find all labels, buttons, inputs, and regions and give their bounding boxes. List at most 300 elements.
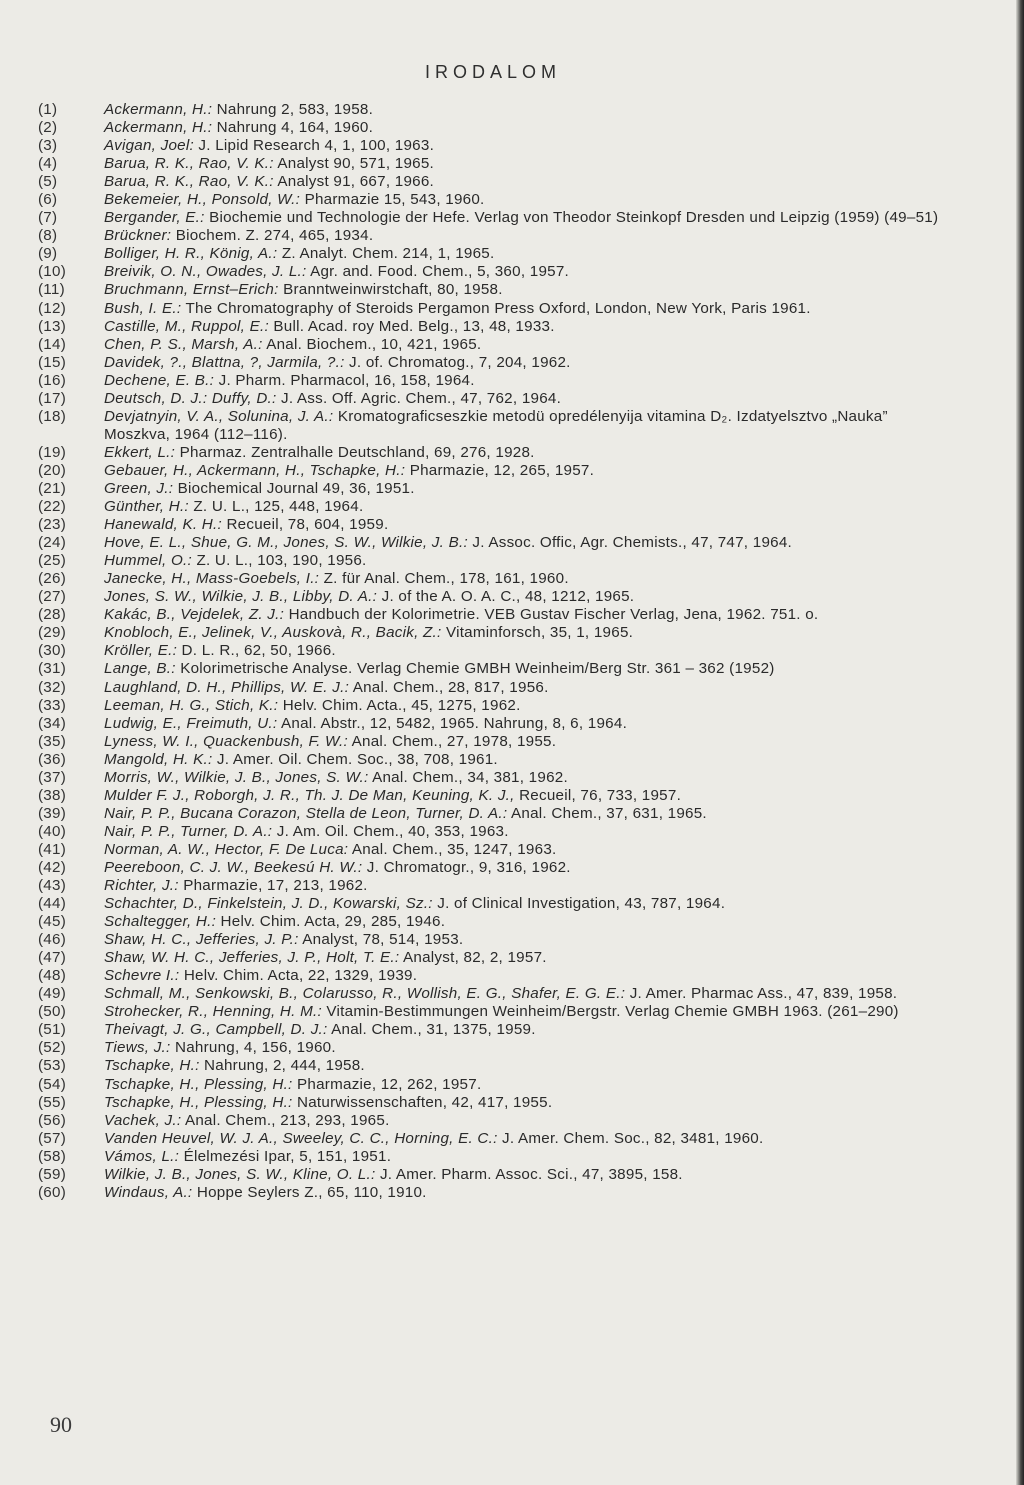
reference-source: J. Chromatogr., 9, 316, 1962. [366, 858, 571, 876]
reference-source: Anal. Chem., 27, 1978, 1955. [351, 732, 557, 750]
reference-number: (23) [38, 516, 67, 534]
reference-number: (10) [38, 263, 67, 281]
reference-number: (58) [38, 1147, 67, 1165]
reference-number: (8) [38, 227, 58, 245]
reference-source: Anal. Chem., 34, 381, 1962. [372, 768, 568, 786]
reference-authors: Hanewald, K. H.: [104, 516, 222, 534]
reference-body [104, 552, 958, 570]
reference-source: Nahrung 4, 164, 1960. [216, 119, 374, 137]
reference-body [104, 1094, 958, 1112]
reference-body [104, 101, 958, 119]
reference-body [104, 570, 958, 588]
reference-number: (41) [38, 840, 67, 858]
reference-source: J. Amer. Oil. Chem. Soc., 38, 708, 1961. [216, 750, 498, 768]
reference-number: (37) [38, 768, 67, 786]
reference-body [104, 1039, 958, 1057]
reference-source: J. Lipid Research 4, 1, 100, 1963. [198, 137, 435, 155]
reference-item [38, 859, 958, 877]
reference-source: Pharmazie, 12, 265, 1957. [409, 461, 595, 479]
reference-item [38, 336, 958, 354]
reference-number: (32) [38, 678, 67, 696]
reference-body [104, 715, 958, 733]
reference-source: Analyst 91, 667, 1966. [277, 173, 435, 191]
reference-body [104, 1057, 958, 1075]
reference-body [104, 787, 958, 805]
reference-authors: Castille, M., Ruppol, E.: [104, 317, 269, 335]
reference-source: Nahrung 2, 583, 1958. [216, 101, 374, 118]
reference-item [38, 173, 958, 191]
reference-item [38, 949, 958, 967]
reference-authors: Mangold, H. K.: [104, 750, 213, 768]
reference-source: J. Amer. Pharmac Ass., 47, 839, 1958. [629, 985, 898, 1003]
reference-number: (4) [38, 155, 58, 173]
reference-authors: Breivik, O. N., Owades, J. L.: [104, 263, 307, 281]
reference-item [38, 769, 958, 787]
reference-item [38, 588, 958, 606]
reference-item [38, 372, 958, 390]
reference-item [38, 137, 958, 155]
reference-item [38, 913, 958, 931]
reference-item [38, 1184, 958, 1202]
reference-body [104, 679, 958, 697]
reference-body [104, 642, 958, 660]
reference-authors: Wilkie, J. B., Jones, S. W., Kline, O. L.: [104, 1165, 376, 1183]
reference-body [104, 1166, 958, 1184]
reference-authors: Lange, B.: [104, 660, 176, 678]
reference-number: (18) [38, 407, 67, 425]
reference-source: Anal. Chem., 28, 817, 1956. [352, 678, 549, 696]
reference-authors: Bergander, E.: [104, 209, 205, 227]
reference-number: (31) [38, 660, 67, 678]
reference-body [104, 1184, 958, 1202]
reference-number: (49) [38, 985, 67, 1003]
reference-source: Analyst 90, 571, 1965. [277, 155, 435, 173]
reference-authors: Davidek, ?., Blattna, ?, Jarmila, ?.: [104, 353, 345, 371]
reference-number: (12) [38, 299, 67, 317]
reference-number: (29) [38, 624, 67, 642]
reference-number: (53) [38, 1057, 67, 1075]
reference-source: J. Ass. Off. Agric. Chem., 47, 762, 1964. [280, 389, 562, 407]
reference-body [104, 805, 958, 823]
reference-source: Pharmaz. Zentralhalle Deutschland, 69, 276, 1928. [179, 443, 535, 461]
reference-authors: Barua, R. K., Rao, V. K.: [104, 155, 274, 173]
reference-authors: Günther, H.: [104, 498, 189, 516]
reference-source: Naturwissenschaften, 42, 417, 1955. [297, 1093, 553, 1111]
reference-source: Recueil, 78, 604, 1959. [226, 516, 389, 534]
reference-number: (44) [38, 895, 67, 913]
reference-number: (3) [38, 137, 58, 155]
reference-item [38, 1003, 958, 1021]
reference-item [38, 444, 958, 462]
reference-body [104, 336, 958, 354]
reference-number: (24) [38, 534, 67, 552]
reference-authors: Janecke, H., Mass-Goebels, I.: [104, 570, 320, 588]
reference-authors: Bruchmann, Ernst–Erich: [104, 281, 279, 299]
reference-authors: Devjatnyin, V. A., Solunina, J. A.: [104, 407, 334, 425]
reference-authors: Deutsch, D. J.: Duffy, D.: [104, 389, 277, 407]
reference-source: Anal. Chem., 37, 631, 1965. [511, 804, 707, 822]
reference-item [38, 967, 958, 985]
reference-body [104, 751, 958, 769]
reference-source: Recueil, 76, 733, 1957. [519, 786, 682, 804]
reference-item [38, 570, 958, 588]
reference-authors: Schevre I.: [104, 967, 180, 985]
reference-body [104, 606, 958, 624]
reference-source: J. Amer. Pharm. Assoc. Sci., 47, 3895, 158. [379, 1165, 683, 1183]
reference-number: (9) [38, 245, 58, 263]
reference-item [38, 606, 958, 624]
reference-source: Nahrung, 4, 156, 1960. [174, 1039, 336, 1057]
reference-authors: Windaus, A.: [104, 1183, 193, 1201]
reference-authors: Schaltegger, H.: [104, 913, 217, 931]
reference-item [38, 1112, 958, 1130]
reference-authors: Shaw, H. C., Jefferies, J. P.: [104, 931, 299, 949]
reference-authors: Hove, E. L., Shue, G. M., Jones, S. W., Wilkie, J. B.: [104, 534, 468, 552]
reference-number: (54) [38, 1075, 67, 1093]
reference-authors: Schachter, D., Finkelstein, J. D., Kowarski, Sz.: [104, 895, 433, 913]
reference-source: J. Amer. Chem. Soc., 82, 3481, 1960. [502, 1129, 764, 1147]
reference-authors: Ekkert, L.: [104, 443, 176, 461]
reference-body [104, 372, 958, 390]
reference-source: J. Pharm. Pharmacol, 16, 158, 1964. [218, 371, 475, 389]
reference-number: (34) [38, 714, 67, 732]
reference-source: Anal. Chem., 213, 293, 1965. [184, 1111, 390, 1129]
reference-source: J. Assoc. Offic, Agr. Chemists., 47, 747, 1964. [472, 534, 792, 552]
reference-body [104, 390, 958, 408]
reference-number: (38) [38, 786, 67, 804]
reference-source: Anal. Biochem., 10, 421, 1965. [266, 335, 482, 353]
reference-body [104, 155, 958, 173]
reference-item [38, 805, 958, 823]
reference-item [38, 354, 958, 372]
reference-authors: Theivagt, J. G., Campbell, D. J.: [104, 1021, 328, 1039]
reference-item [38, 534, 958, 552]
reference-number: (26) [38, 570, 67, 588]
reference-source: Z. U. L., 103, 190, 1956. [196, 552, 367, 570]
reference-body [104, 480, 958, 498]
reference-item [38, 733, 958, 751]
reference-item [38, 1130, 958, 1148]
reference-body [104, 877, 958, 895]
reference-authors: Nair, P. P., Turner, D. A.: [104, 822, 273, 840]
reference-body [104, 895, 958, 913]
reference-number: (42) [38, 858, 67, 876]
reference-source: Anal. Chem., 31, 1375, 1959. [331, 1021, 536, 1039]
reference-source: Branntweinwirstchaft, 80, 1958. [283, 281, 503, 299]
reference-authors: Lyness, W. I., Quackenbush, F. W.: [104, 732, 348, 750]
reference-authors: Shaw, W. H. C., Jefferies, J. P., Holt, T. E.: [104, 949, 400, 967]
reference-item [38, 841, 958, 859]
reference-authors: Bekemeier, H., Ponsold, W.: [104, 191, 301, 209]
reference-authors: Ackermann, H.: [104, 101, 213, 118]
reference-item [38, 516, 958, 534]
reference-body [104, 967, 958, 985]
reference-item [38, 155, 958, 173]
reference-authors: Brückner: [104, 227, 172, 245]
reference-body [104, 733, 958, 751]
reference-body [104, 408, 958, 444]
reference-source: J. Am. Oil. Chem., 40, 353, 1963. [276, 822, 509, 840]
reference-body [104, 534, 958, 552]
reference-source: The Chromatography of Steroids Pergamon Press Oxford, London, New York, Paris 1961. [185, 299, 811, 317]
reference-authors: Laughland, D. H., Phillips, W. E. J.: [104, 678, 350, 696]
reference-item [38, 931, 958, 949]
reference-number: (36) [38, 750, 67, 768]
reference-item [38, 1076, 958, 1094]
reference-body [104, 985, 958, 1003]
reference-number: (59) [38, 1165, 67, 1183]
reference-authors: Richter, J.: [104, 877, 179, 895]
reference-source: Vitaminforsch, 35, 1, 1965. [445, 624, 634, 642]
reference-source: Vitamin-Bestimmungen Weinheim/Bergstr. Verlag Chemie GMBH 1963. (261–290) [326, 1003, 899, 1021]
reference-item [38, 408, 958, 444]
reference-number: (11) [38, 281, 65, 299]
reference-list [38, 101, 958, 1202]
reference-authors: Mulder F. J., Roborgh, J. R., Th. J. De Man, Keuning, K. J., [104, 786, 515, 804]
reference-authors: Vachek, J.: [104, 1111, 182, 1129]
reference-body [104, 444, 958, 462]
reference-item [38, 480, 958, 498]
reference-number: (1) [38, 101, 58, 118]
reference-authors: Jones, S. W., Wilkie, J. B., Libby, D. A.: [104, 588, 378, 606]
reference-item [38, 895, 958, 913]
reference-number: (46) [38, 931, 67, 949]
reference-authors: Tiews, J.: [104, 1039, 171, 1057]
reference-number: (25) [38, 552, 67, 570]
reference-number: (60) [38, 1183, 67, 1201]
reference-body [104, 588, 958, 606]
reference-authors: Leeman, H. G., Stich, K.: [104, 696, 279, 714]
reference-source: Biochem. Z. 274, 465, 1934. [175, 227, 374, 245]
reference-number: (52) [38, 1039, 67, 1057]
reference-item [38, 101, 958, 119]
reference-item [38, 985, 958, 1003]
reference-number: (17) [38, 389, 67, 407]
reference-number: (50) [38, 1003, 67, 1021]
reference-number: (14) [38, 335, 67, 353]
reference-item [38, 679, 958, 697]
reference-authors: Bush, I. E.: [104, 299, 182, 317]
reference-body [104, 263, 958, 281]
reference-source: Z. Analyt. Chem. 214, 1, 1965. [281, 245, 495, 263]
reference-item [38, 209, 958, 227]
reference-source: D. L. R., 62, 50, 1966. [181, 642, 336, 660]
reference-authors: Avigan, Joel: [104, 137, 194, 155]
reference-body [104, 354, 958, 372]
reference-source: Anal. Abstr., 12, 5482, 1965. Nahrung, 8, 6, 1964. [281, 714, 628, 732]
reference-source: Anal. Chem., 35, 1247, 1963. [351, 840, 557, 858]
reference-item [38, 1057, 958, 1075]
reference-authors: Kakác, B., Vejdelek, Z. J.: [104, 606, 285, 624]
reference-source: Kromatograficseszkie metodü opredélenyija vitamina D₂. Izdatyelsztvo „Nauka” Moszkva, 1964 (112–116). [104, 407, 888, 443]
reference-number: (19) [38, 443, 67, 461]
reference-number: (5) [38, 173, 58, 191]
reference-body [104, 318, 958, 336]
reference-source: Helv. Chim. Acta, 22, 1329, 1939. [183, 967, 418, 985]
reference-source: Agr. and. Food. Chem., 5, 360, 1957. [310, 263, 570, 281]
reference-authors: Tschapke, H.: [104, 1057, 200, 1075]
reference-item [38, 263, 958, 281]
reference-source: Élelmezési Ipar, 5, 151, 1951. [183, 1147, 392, 1165]
page-edge-shadow [1016, 0, 1024, 1485]
reference-body [104, 281, 958, 299]
page-title: IRODALOM [425, 62, 562, 82]
reference-item [38, 1166, 958, 1184]
reference-body [104, 209, 958, 227]
reference-item [38, 751, 958, 769]
reference-item [38, 1021, 958, 1039]
reference-item [38, 1039, 958, 1057]
reference-number: (15) [38, 353, 67, 371]
reference-item [38, 1148, 958, 1166]
reference-number: (16) [38, 371, 67, 389]
reference-number: (30) [38, 642, 67, 660]
reference-source: Pharmazie, 12, 262, 1957. [297, 1075, 482, 1093]
reference-authors: Norman, A. W., Hector, F. De Luca: [104, 840, 349, 858]
reference-item [38, 787, 958, 805]
reference-body [104, 462, 958, 480]
reference-number: (33) [38, 696, 67, 714]
reference-source: Hoppe Seylers Z., 65, 110, 1910. [196, 1183, 427, 1201]
reference-item [38, 245, 958, 263]
reference-body [104, 1076, 958, 1094]
reference-source: Z. für Anal. Chem., 178, 161, 1960. [323, 570, 569, 588]
reference-authors: Barua, R. K., Rao, V. K.: [104, 173, 274, 191]
reference-source: Analyst, 82, 2, 1957. [403, 949, 547, 967]
reference-body [104, 624, 958, 642]
reference-body [104, 1130, 958, 1148]
reference-item [38, 191, 958, 209]
reference-authors: Bolliger, H. R., König, A.: [104, 245, 278, 263]
reference-number: (47) [38, 949, 67, 967]
reference-authors: Ludwig, E., Freimuth, U.: [104, 714, 278, 732]
reference-item [38, 715, 958, 733]
reference-body [104, 227, 958, 245]
reference-item [38, 300, 958, 318]
reference-authors: Chen, P. S., Marsh, A.: [104, 335, 263, 353]
reference-body [104, 931, 958, 949]
reference-body [104, 498, 958, 516]
page-number: 90 [50, 1412, 72, 1437]
reference-body [104, 697, 958, 715]
reference-number: (51) [38, 1021, 67, 1039]
reference-body [104, 949, 958, 967]
reference-source: Nahrung, 2, 444, 1958. [204, 1057, 365, 1075]
reference-authors: Peereboon, C. J. W., Beekesú H. W.: [104, 858, 363, 876]
reference-authors: Vámos, L.: [104, 1147, 180, 1165]
reference-body [104, 1021, 958, 1039]
reference-number: (48) [38, 967, 67, 985]
reference-body [104, 769, 958, 787]
reference-source: Helv. Chim. Acta., 45, 1275, 1962. [282, 696, 521, 714]
reference-item [38, 1094, 958, 1112]
reference-number: (35) [38, 732, 67, 750]
reference-source: J. of Clinical Investigation, 43, 787, 1964. [437, 895, 726, 913]
reference-body [104, 191, 958, 209]
reference-authors: Dechene, E. B.: [104, 371, 215, 389]
reference-source: Pharmazie 15, 543, 1960. [304, 191, 485, 209]
reference-number: (2) [38, 119, 58, 137]
reference-authors: Hummel, O.: [104, 552, 192, 570]
reference-number: (43) [38, 877, 67, 895]
reference-source: Helv. Chim. Acta, 29, 285, 1946. [220, 913, 446, 931]
reference-authors: Schmall, M., Senkowski, B., Colarusso, R., Wollish, E. G., Shafer, E. G. E.: [104, 985, 626, 1003]
reference-item [38, 877, 958, 895]
reference-source: Biochemical Journal 49, 36, 1951. [177, 479, 415, 497]
reference-item [38, 281, 958, 299]
reference-source: J. of. Chromatog., 7, 204, 1962. [349, 353, 571, 371]
reference-number: (39) [38, 804, 67, 822]
reference-source: Pharmazie, 17, 213, 1962. [183, 877, 368, 895]
reference-source: Bull. Acad. roy Med. Belg., 13, 48, 1933. [273, 317, 555, 335]
reference-body [104, 119, 958, 137]
reference-number: (55) [38, 1093, 67, 1111]
reference-authors: Morris, W., Wilkie, J. B., Jones, S. W.: [104, 768, 369, 786]
reference-authors: Tschapke, H., Plessing, H.: [104, 1075, 293, 1093]
reference-source: Z. U. L., 125, 448, 1964. [193, 498, 364, 516]
reference-authors: Kröller, E.: [104, 642, 178, 660]
reference-source: Kolorimetrische Analyse. Verlag Chemie GMBH Weinheim/Berg Str. 361 – 362 (1952) [180, 660, 775, 678]
reference-body [104, 913, 958, 931]
reference-number: (56) [38, 1111, 67, 1129]
reference-item [38, 642, 958, 660]
reference-body [104, 516, 958, 534]
reference-authors: Vanden Heuvel, W. J. A., Sweeley, C. C., Horning, E. C.: [104, 1129, 498, 1147]
reference-number: (22) [38, 498, 67, 516]
reference-number: (28) [38, 606, 67, 624]
reference-authors: Ackermann, H.: [104, 119, 213, 137]
reference-body [104, 137, 958, 155]
reference-source: Analyst, 78, 514, 1953. [302, 931, 464, 949]
reference-body [104, 300, 958, 318]
reference-item [38, 462, 958, 480]
reference-number: (40) [38, 822, 67, 840]
reference-authors: Strohecker, R., Henning, H. M.: [104, 1003, 322, 1021]
reference-authors: Gebauer, H., Ackermann, H., Tschapke, H.: [104, 461, 406, 479]
reference-authors: Green, J.: [104, 479, 174, 497]
reference-item [38, 119, 958, 137]
reference-item [38, 823, 958, 841]
reference-item [38, 552, 958, 570]
reference-number: (13) [38, 317, 67, 335]
reference-authors: Tschapke, H., Plessing, H.: [104, 1093, 293, 1111]
reference-number: (57) [38, 1129, 67, 1147]
reference-item [38, 318, 958, 336]
reference-number: (7) [38, 209, 58, 227]
reference-number: (6) [38, 191, 58, 209]
reference-body [104, 823, 958, 841]
reference-body [104, 841, 958, 859]
reference-number: (45) [38, 913, 67, 931]
reference-item [38, 660, 958, 678]
reference-item [38, 498, 958, 516]
reference-source: J. of the A. O. A. C., 48, 1212, 1965. [381, 588, 635, 606]
reference-source: Handbuch der Kolorimetrie. VEB Gustav Fischer Verlag, Jena, 1962. 751. o. [288, 606, 819, 624]
reference-body [104, 1112, 958, 1130]
reference-number: (27) [38, 588, 67, 606]
reference-source: Biochemie und Technologie der Hefe. Verlag von Theodor Steinkopf Dresden und Leipzig (1959) (49–51) [209, 209, 939, 227]
reference-number: (21) [38, 479, 67, 497]
reference-item [38, 390, 958, 408]
reference-body [104, 660, 958, 678]
reference-item [38, 227, 958, 245]
reference-body [104, 245, 958, 263]
reference-authors: Knobloch, E., Jelinek, V., Auskovà, R., Bacik, Z.: [104, 624, 442, 642]
reference-authors: Nair, P. P., Bucana Corazon, Stella de Leon, Turner, D. A.: [104, 804, 508, 822]
reference-number: (20) [38, 461, 67, 479]
reference-body [104, 1003, 958, 1021]
reference-body [104, 173, 958, 191]
